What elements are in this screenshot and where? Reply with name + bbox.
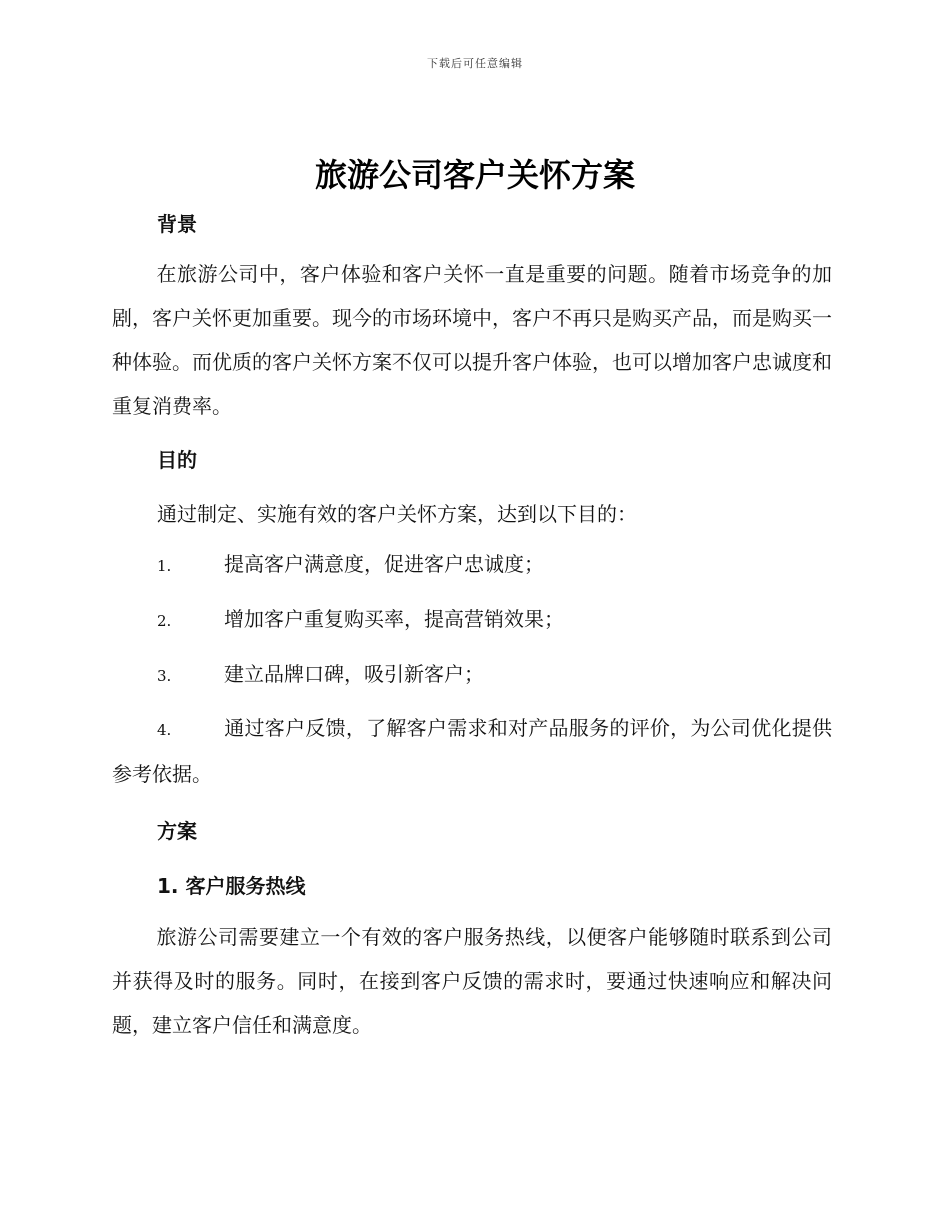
list-item-text: 通过客户反馈，了解客户需求和对产品服务的评价，为公司优化提供参考依据。 <box>112 716 832 786</box>
purpose-list-item <box>157 652 832 698</box>
header-note: 下载后可任意编辑 <box>427 57 523 70</box>
hotline-paragraph <box>112 915 832 1047</box>
hotline-paragraph-text: 旅游公司需要建立一个有效的客户服务热线，以便客户能够随时联系到公司并获得及时的服务。同时，在接到客户反馈的需求时，要通过快速响应和解决问题，建立客户信任和满意度。 <box>112 925 832 1037</box>
list-item-text: 增加客户重复购买率，提高营销效果； <box>224 607 564 631</box>
list-number: 4. <box>157 721 172 739</box>
purpose-list-item <box>157 542 832 588</box>
purpose-list-item <box>112 706 832 796</box>
section-heading-purpose: 目的 <box>157 448 197 472</box>
background-paragraph-text: 在旅游公司中，客户体验和客户关怀一直是重要的问题。随着市场竞争的加剧，客户关怀更加重要。现今的市场环境中，客户不再只是购买产品，而是购买一种体验。而优质的客户关怀方案不仅可以提升客户体验，也可以增加客户忠诚度和重复消费率。 <box>112 262 832 418</box>
list-item-text: 提高客户满意度，促进客户忠诚度； <box>224 552 544 576</box>
list-number: 1. <box>157 557 172 575</box>
section-heading-plan: 方案 <box>157 819 197 843</box>
document-title: 旅游公司客户关怀方案 <box>314 156 635 194</box>
purpose-intro: 通过制定、实施有效的客户关怀方案，达到以下目的： <box>157 502 637 526</box>
list-item-text: 建立品牌口碑，吸引新客户； <box>224 662 484 686</box>
background-paragraph <box>112 252 832 428</box>
list-number: 3. <box>157 667 172 685</box>
list-number: 2. <box>157 612 172 630</box>
subsection-heading-hotline: 1. 客户服务热线 <box>157 874 306 898</box>
purpose-list-item <box>157 597 832 643</box>
section-heading-background: 背景 <box>157 212 197 236</box>
